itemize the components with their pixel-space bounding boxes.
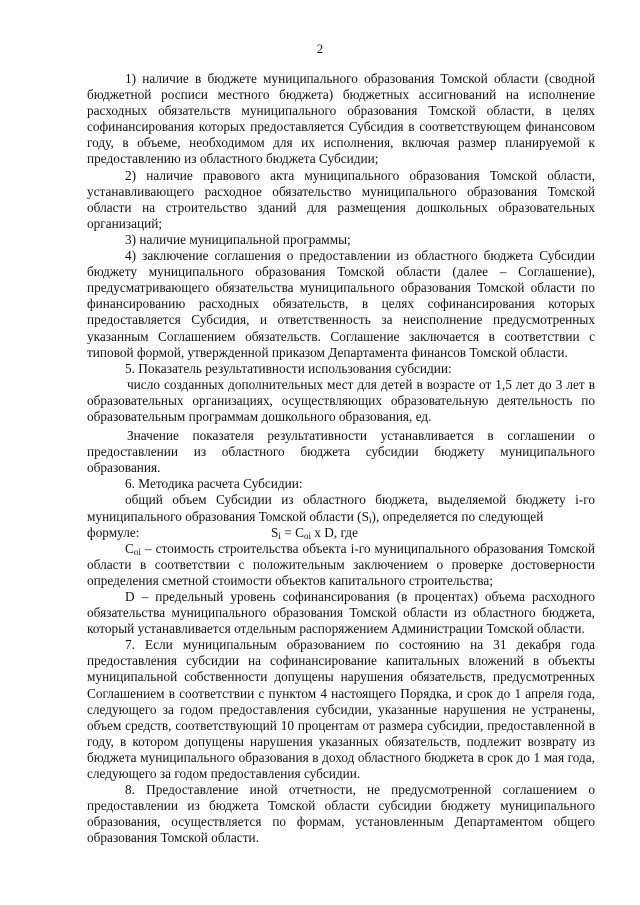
paragraph-reporting: 8. Предоставление иной отчетности, не предусмотренной соглашением о предоставлении из бюджета Томской области субсидии бюджету муниципального образования, осуществляется по формам, установленным Департаментом общего образования Томской области. [87, 782, 595, 846]
paragraph-indicator-value: Значение показателя результативности устанавливается в соглашении о предоставлении из областного бюджета субсидии бюджету муниципального образования. [87, 428, 595, 476]
paragraph-method-heading: 6. Методика расчета Субсидии: [125, 476, 303, 492]
paragraph-condition-4: 4) заключение соглашения о предоставлении из областного бюджета Субсидии бюджету муниципального образования Томской области (далее – Соглашение), предусматривающего обязательства муниципального образования Томской области по финансированию расходных обязательств, в целях софинансирования которых предоставляется Субсидия, и ответственность за неисполнение предусмотренных указанным Соглашением обязательств. Соглашение заключается в соответствии с типовой формой, утвержденной приказом Департамента финансов Томской области. [87, 248, 595, 360]
paragraph-condition-3: 3) наличие муниципальной программы; [125, 231, 351, 247]
paragraph-condition-2: 2) наличие правового акта муниципального образования Томской области, устанавливающего расходное обязательство муниципального образования Томской области на строительство зданий для размещения дошкольных образовательных организаций; [87, 167, 595, 231]
paragraph-indicator-text: число созданных дополнительных мест для детей в возрасте от 1,5 лет до 3 лет в образовательных организациях, осуществляющих образовательную деятельность по образовательным программам дошкольного образования, ед. [87, 376, 595, 424]
formula-c-sub: oi [303, 530, 311, 541]
paragraph-cost-definition [87, 541, 595, 589]
paragraph-condition-1: 1) наличие в бюджете муниципального образования Томской области (сводной бюджетной росписи местного бюджета) бюджетных ассигнований на исполнение расходных обязательств муниципального образования Томской области, в целях софинансирования которых предоставляется Субсидия в соответствующем финансовом году, в объеме, необходимом для их исполнения, включая размер планируемой к предоставлению из областного бюджета Субсидии; [87, 71, 595, 167]
cost-definition-text: – стоимость строительства объекта i-го муниципального образования Томской области в соответствии с положительным заключением о проверке достоверности определения сметной стоимости объектов капитального строительства; [87, 540, 595, 588]
formula [271, 525, 358, 541]
formula-s: S [271, 524, 279, 540]
paragraph-violations: 7. Если муниципальным образованием по состоянию на 31 декабря года предоставления субсидии на софинансирование капитальных вложений в объекты муниципальной собственности допущены нарушения обязательств, предусмотренных Соглашением в соответствии с пунктом 4 настоящего Порядка, и срок до 1 апреля года, следующего за годом предоставления субсидии, указанные нарушения не устранены, объем средств, соответствующий 10 процентам от размера субсидии, предоставленной в году, в котором допущены нарушения указанных обязательств, подлежит возврату из бюджета муниципального образования в доход областного бюджета в срок до 1 мая года, следующего за годом предоставления субсидии. [87, 637, 595, 782]
formula-eq: = C [280, 524, 304, 540]
page-number: 2 [316, 41, 324, 56]
paragraph-indicator-heading: 5. Показатель результативности использования субсидии: [125, 360, 452, 376]
formula-s-sub: i [278, 530, 281, 541]
cost-symbol-sub: oi [133, 546, 141, 557]
formula-label: формуле: [87, 524, 140, 540]
cost-symbol: C [125, 540, 134, 556]
formula-rest: x D, где [310, 524, 358, 540]
subsidy-volume-sub: i [369, 514, 372, 525]
formula-row [87, 525, 595, 541]
document-body [87, 71, 595, 847]
paragraph-cofinancing-definition: D – предельный уровень софинансирования (в процентах) объема расходного обязательства муниципального образования Томской области из областного бюджета, который устанавливается отдельным распоряжением Администрации Томской области. [87, 589, 595, 637]
paragraph-subsidy-volume [87, 492, 595, 524]
subsidy-volume-text-b: ), определяется по следующей [371, 508, 544, 524]
subsidy-volume-text-a: общий объем Субсидии из областного бюджета, выделяемой бюджету i-го муниципального образования Томской области (S [87, 492, 595, 524]
